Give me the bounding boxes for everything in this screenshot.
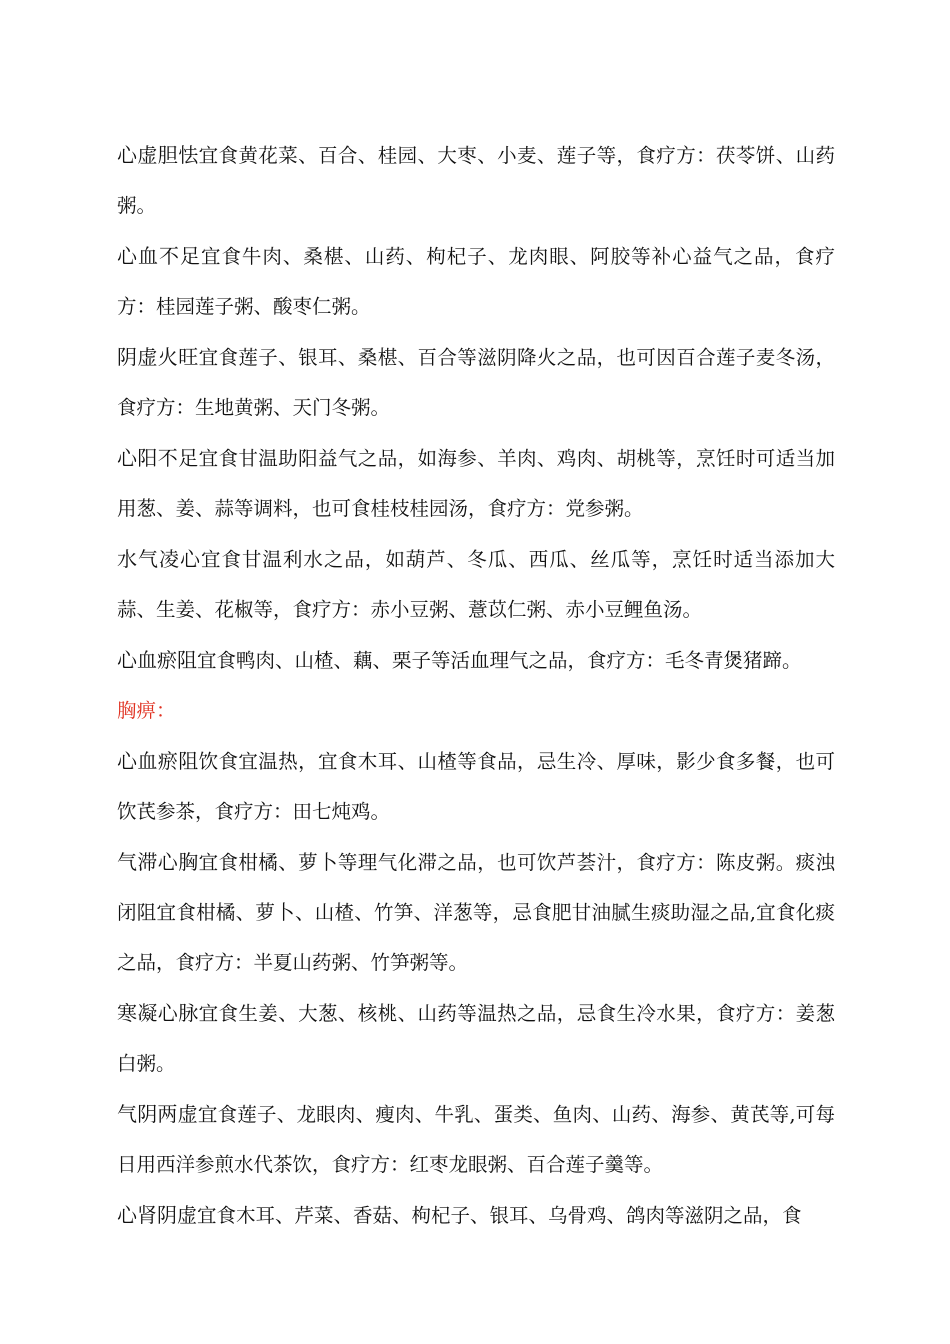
paragraph-lead: 寒凝心脉 bbox=[117, 1001, 199, 1025]
paragraph-text: 宜食木耳、芹菜、香菇、枸杞子、银耳、乌骨鸡、鸽肉等滋阴之品，食 bbox=[197, 1204, 802, 1227]
paragraph-shui-qi-ling-xin bbox=[117, 534, 835, 635]
paragraph-lead: 水气凌心 bbox=[117, 547, 201, 571]
paragraph-text: 宜食牛肉、桑椹、山药、枸杞子、龙肉眼、阿胶等补心益气之品，食疗方：桂园莲子粥、酸枣仁粥。 bbox=[117, 245, 835, 318]
paragraph-xin-shen-yin-xu bbox=[117, 1190, 835, 1241]
paragraph-text: 宜食莲子、龙眼肉、瘦肉、牛乳、蛋类、鱼肉、山药、海参、黄芪等,可每日用西洋参煎水代茶饮，食疗方：红枣龙眼粥、百合莲子羹等。 bbox=[117, 1103, 836, 1176]
paragraph-lead: 气滞心胸 bbox=[117, 850, 199, 874]
paragraph-lead: 气阴两虚 bbox=[117, 1102, 198, 1126]
paragraph-lead: 心血不足 bbox=[117, 244, 201, 268]
paragraph-lead: 阴虚火旺 bbox=[117, 345, 199, 369]
paragraph-lead: 心血瘀阻 bbox=[117, 648, 197, 672]
paragraph-lead: 心肾阴虚 bbox=[117, 1203, 197, 1227]
paragraph-text: 宜食黄花菜、百合、桂园、大枣、小麦、莲子等，食疗方：茯苓饼、山药粥。 bbox=[117, 144, 835, 217]
paragraph-text: 宜食甘温助阳益气之品，如海参、羊肉、鸡肉、胡桃等，烹饪时可适当加用葱、姜、蒜等调料，也可食桂枝桂园汤，食疗方：党参粥。 bbox=[117, 447, 835, 520]
paragraph-xin-xue-yu-zu bbox=[117, 635, 835, 686]
section-heading-xiong-bi: 胸痹： bbox=[117, 699, 176, 722]
paragraph-text: 宜食柑橘、萝卜等理气化滞之品，也可饮芦荟汁，食疗方：陈皮粥。痰浊闭阻宜食柑橘、萝卜、山楂、竹笋、洋葱等，忌食肥甘油腻生痰助湿之品,宜食化痰之品，食疗方：半夏山药粥、竹笋粥等。 bbox=[117, 851, 835, 974]
paragraph-qi-zhi-xin-xiong bbox=[117, 837, 835, 988]
paragraph-lead: 心虚胆怯 bbox=[117, 143, 199, 167]
paragraph-text: 宜食鸭肉、山楂、藕、栗子等活血理气之品，食疗方：毛冬青煲猪蹄。 bbox=[197, 649, 802, 672]
paragraph-text: 宜食甘温利水之品，如葫芦、冬瓜、西瓜、丝瓜等，烹饪时适当添加大蒜、生姜、花椒等，食疗方：赤小豆粥、薏苡仁粥、赤小豆鲤鱼汤。 bbox=[117, 548, 835, 621]
document-body bbox=[117, 130, 835, 1241]
paragraph-xin-xue-yu-zu-2 bbox=[117, 736, 835, 837]
paragraph-lead: 心阳不足 bbox=[117, 446, 199, 470]
paragraph-xin-xue-bu-zu bbox=[117, 231, 835, 332]
paragraph-xin-yang-bu-zu bbox=[117, 433, 835, 534]
paragraph-text: 宜食生姜、大葱、核桃、山药等温热之品，忌食生冷水果，食疗方：姜葱白粥。 bbox=[117, 1002, 835, 1075]
paragraph-qi-yin-liang-xu bbox=[117, 1089, 835, 1190]
paragraph-yin-xu-huo-wang bbox=[117, 332, 835, 433]
paragraph-xin-xu-dan-qie bbox=[117, 130, 835, 231]
paragraph-text: 饮食宜温热，宜食木耳、山楂等食品，忌生冷、厚味，影少食多餐，也可饮芪参茶，食疗方：田七炖鸡。 bbox=[117, 750, 835, 823]
paragraph-text: 宜食莲子、银耳、桑椹、百合等滋阴降火之品，也可因百合莲子麦冬汤，食疗方：生地黄粥、天门冬粥。 bbox=[117, 346, 835, 419]
paragraph-lead: 心血瘀阻 bbox=[117, 749, 199, 773]
paragraph-han-ning-xin-mai bbox=[117, 988, 835, 1089]
